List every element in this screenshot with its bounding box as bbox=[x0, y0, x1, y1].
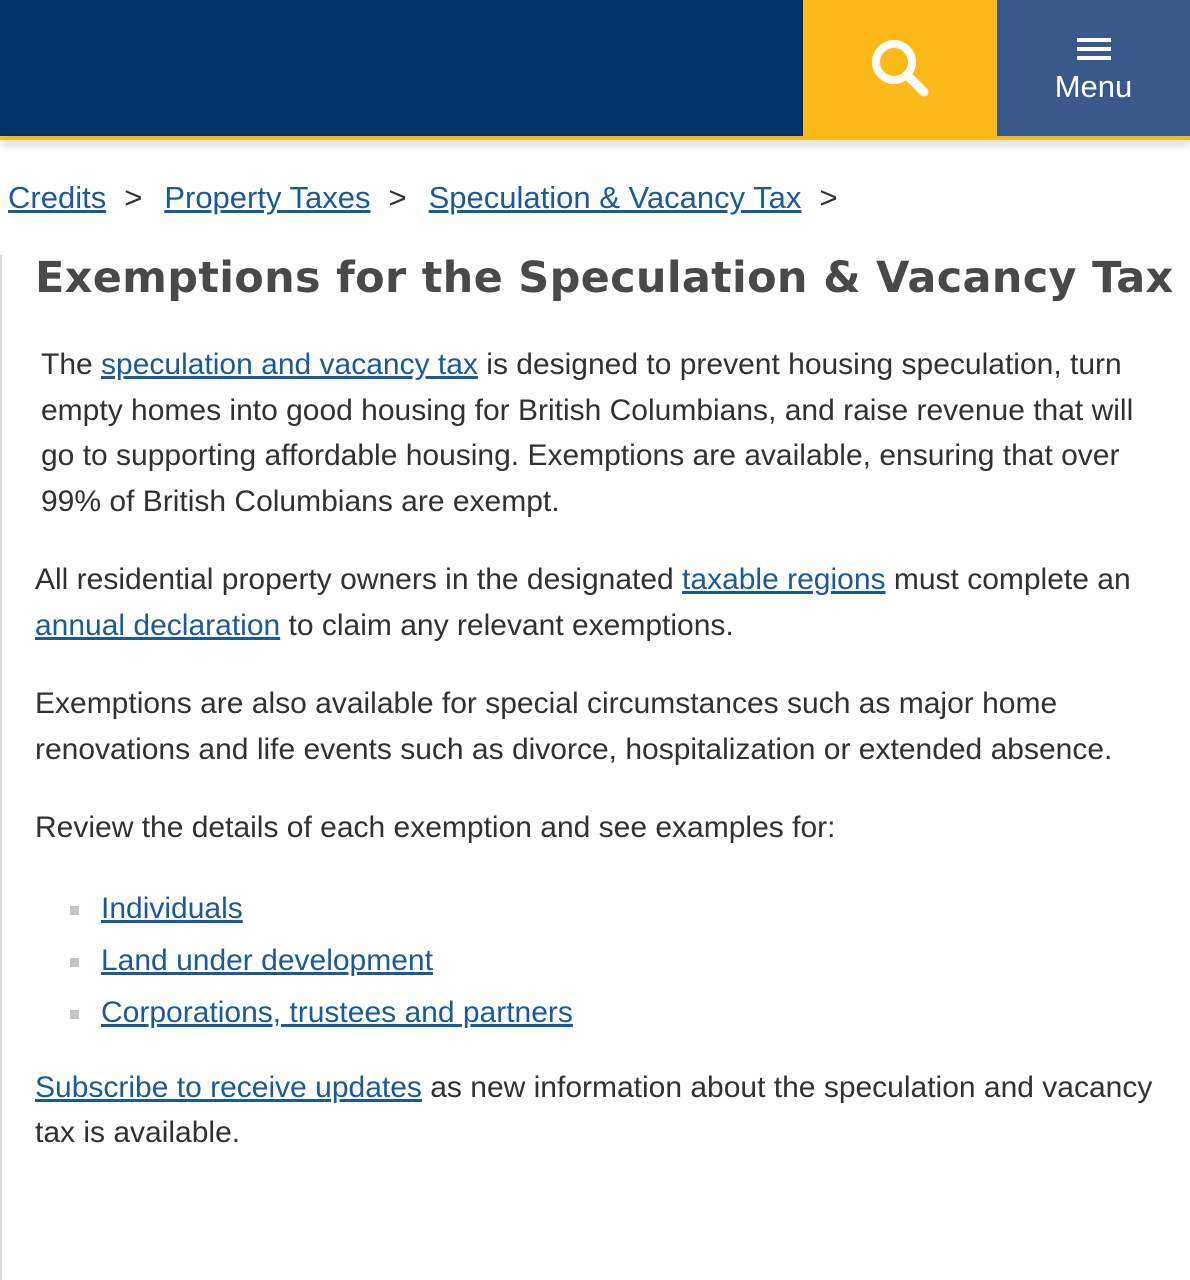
annual-declaration-link[interactable]: annual declaration bbox=[35, 608, 281, 642]
search-button[interactable] bbox=[803, 0, 997, 136]
corporations-trustees-partners-link[interactable]: Corporations, trustees and partners bbox=[101, 995, 573, 1029]
taxable-regions-link[interactable]: taxable regions bbox=[682, 563, 886, 596]
review-details-paragraph: Review the details of each exemption and see examples for: bbox=[35, 811, 836, 844]
bullet-icon bbox=[70, 906, 79, 915]
intro-paragraph bbox=[35, 342, 1165, 524]
examples-list bbox=[35, 883, 1165, 1039]
breadcrumb-separator: > bbox=[819, 180, 838, 215]
breadcrumb-separator: > bbox=[388, 180, 407, 215]
main-content bbox=[35, 246, 1174, 1156]
special-circumstances-paragraph: Exemptions are also available for special circumstances such as major home renovations and life events such as divorce, hospitalization or extended absence. bbox=[35, 687, 1113, 766]
list-item bbox=[35, 987, 1165, 1039]
speculation-vacancy-tax-link[interactable]: speculation and vacancy tax bbox=[101, 348, 478, 381]
breadcrumb-speculation-vacancy-tax[interactable]: Speculation & Vacancy Tax bbox=[428, 180, 802, 215]
page-title: Exemptions for the Speculation & Vacancy Tax bbox=[35, 253, 1174, 303]
para2-text-before: All residential property owners in the designated bbox=[35, 563, 683, 596]
list-item bbox=[35, 883, 1165, 935]
subscribe-paragraph bbox=[35, 1065, 1165, 1156]
content-left-border bbox=[0, 255, 2, 1280]
land-under-development-link[interactable]: Land under development bbox=[101, 943, 433, 977]
list-item bbox=[35, 935, 1165, 987]
subscribe-text-after: as new information about the speculation and vacancy tax is available. bbox=[35, 1070, 1153, 1149]
header-accent-bar bbox=[0, 136, 1190, 140]
breadcrumb-property-taxes[interactable]: Property Taxes bbox=[164, 180, 371, 215]
breadcrumb bbox=[8, 178, 860, 218]
search-icon bbox=[869, 37, 931, 99]
bullet-icon bbox=[70, 1010, 79, 1019]
breadcrumb-credits[interactable]: Credits bbox=[8, 180, 107, 215]
para2-text-after: to claim any relevant exemptions. bbox=[280, 608, 734, 642]
hamburger-icon bbox=[1077, 38, 1111, 60]
intro-text-after: is designed to prevent housing speculation, turn empty homes into good housing for British Columbians, and raise revenue that will go to supporting affordable housing. Exemptions are available, ensuring that over 99% of British Columbians are exempt. bbox=[41, 348, 1134, 518]
subscribe-updates-link[interactable]: Subscribe to receive updates bbox=[35, 1070, 422, 1104]
individuals-link[interactable]: Individuals bbox=[101, 891, 243, 925]
intro-text-before: The bbox=[41, 348, 102, 381]
para2-text-middle: must complete an bbox=[885, 563, 1131, 596]
declaration-paragraph bbox=[35, 557, 1165, 648]
bullet-icon bbox=[70, 958, 79, 967]
menu-button[interactable] bbox=[997, 0, 1190, 136]
menu-label: Menu bbox=[1054, 69, 1133, 104]
breadcrumb-separator: > bbox=[124, 180, 143, 215]
